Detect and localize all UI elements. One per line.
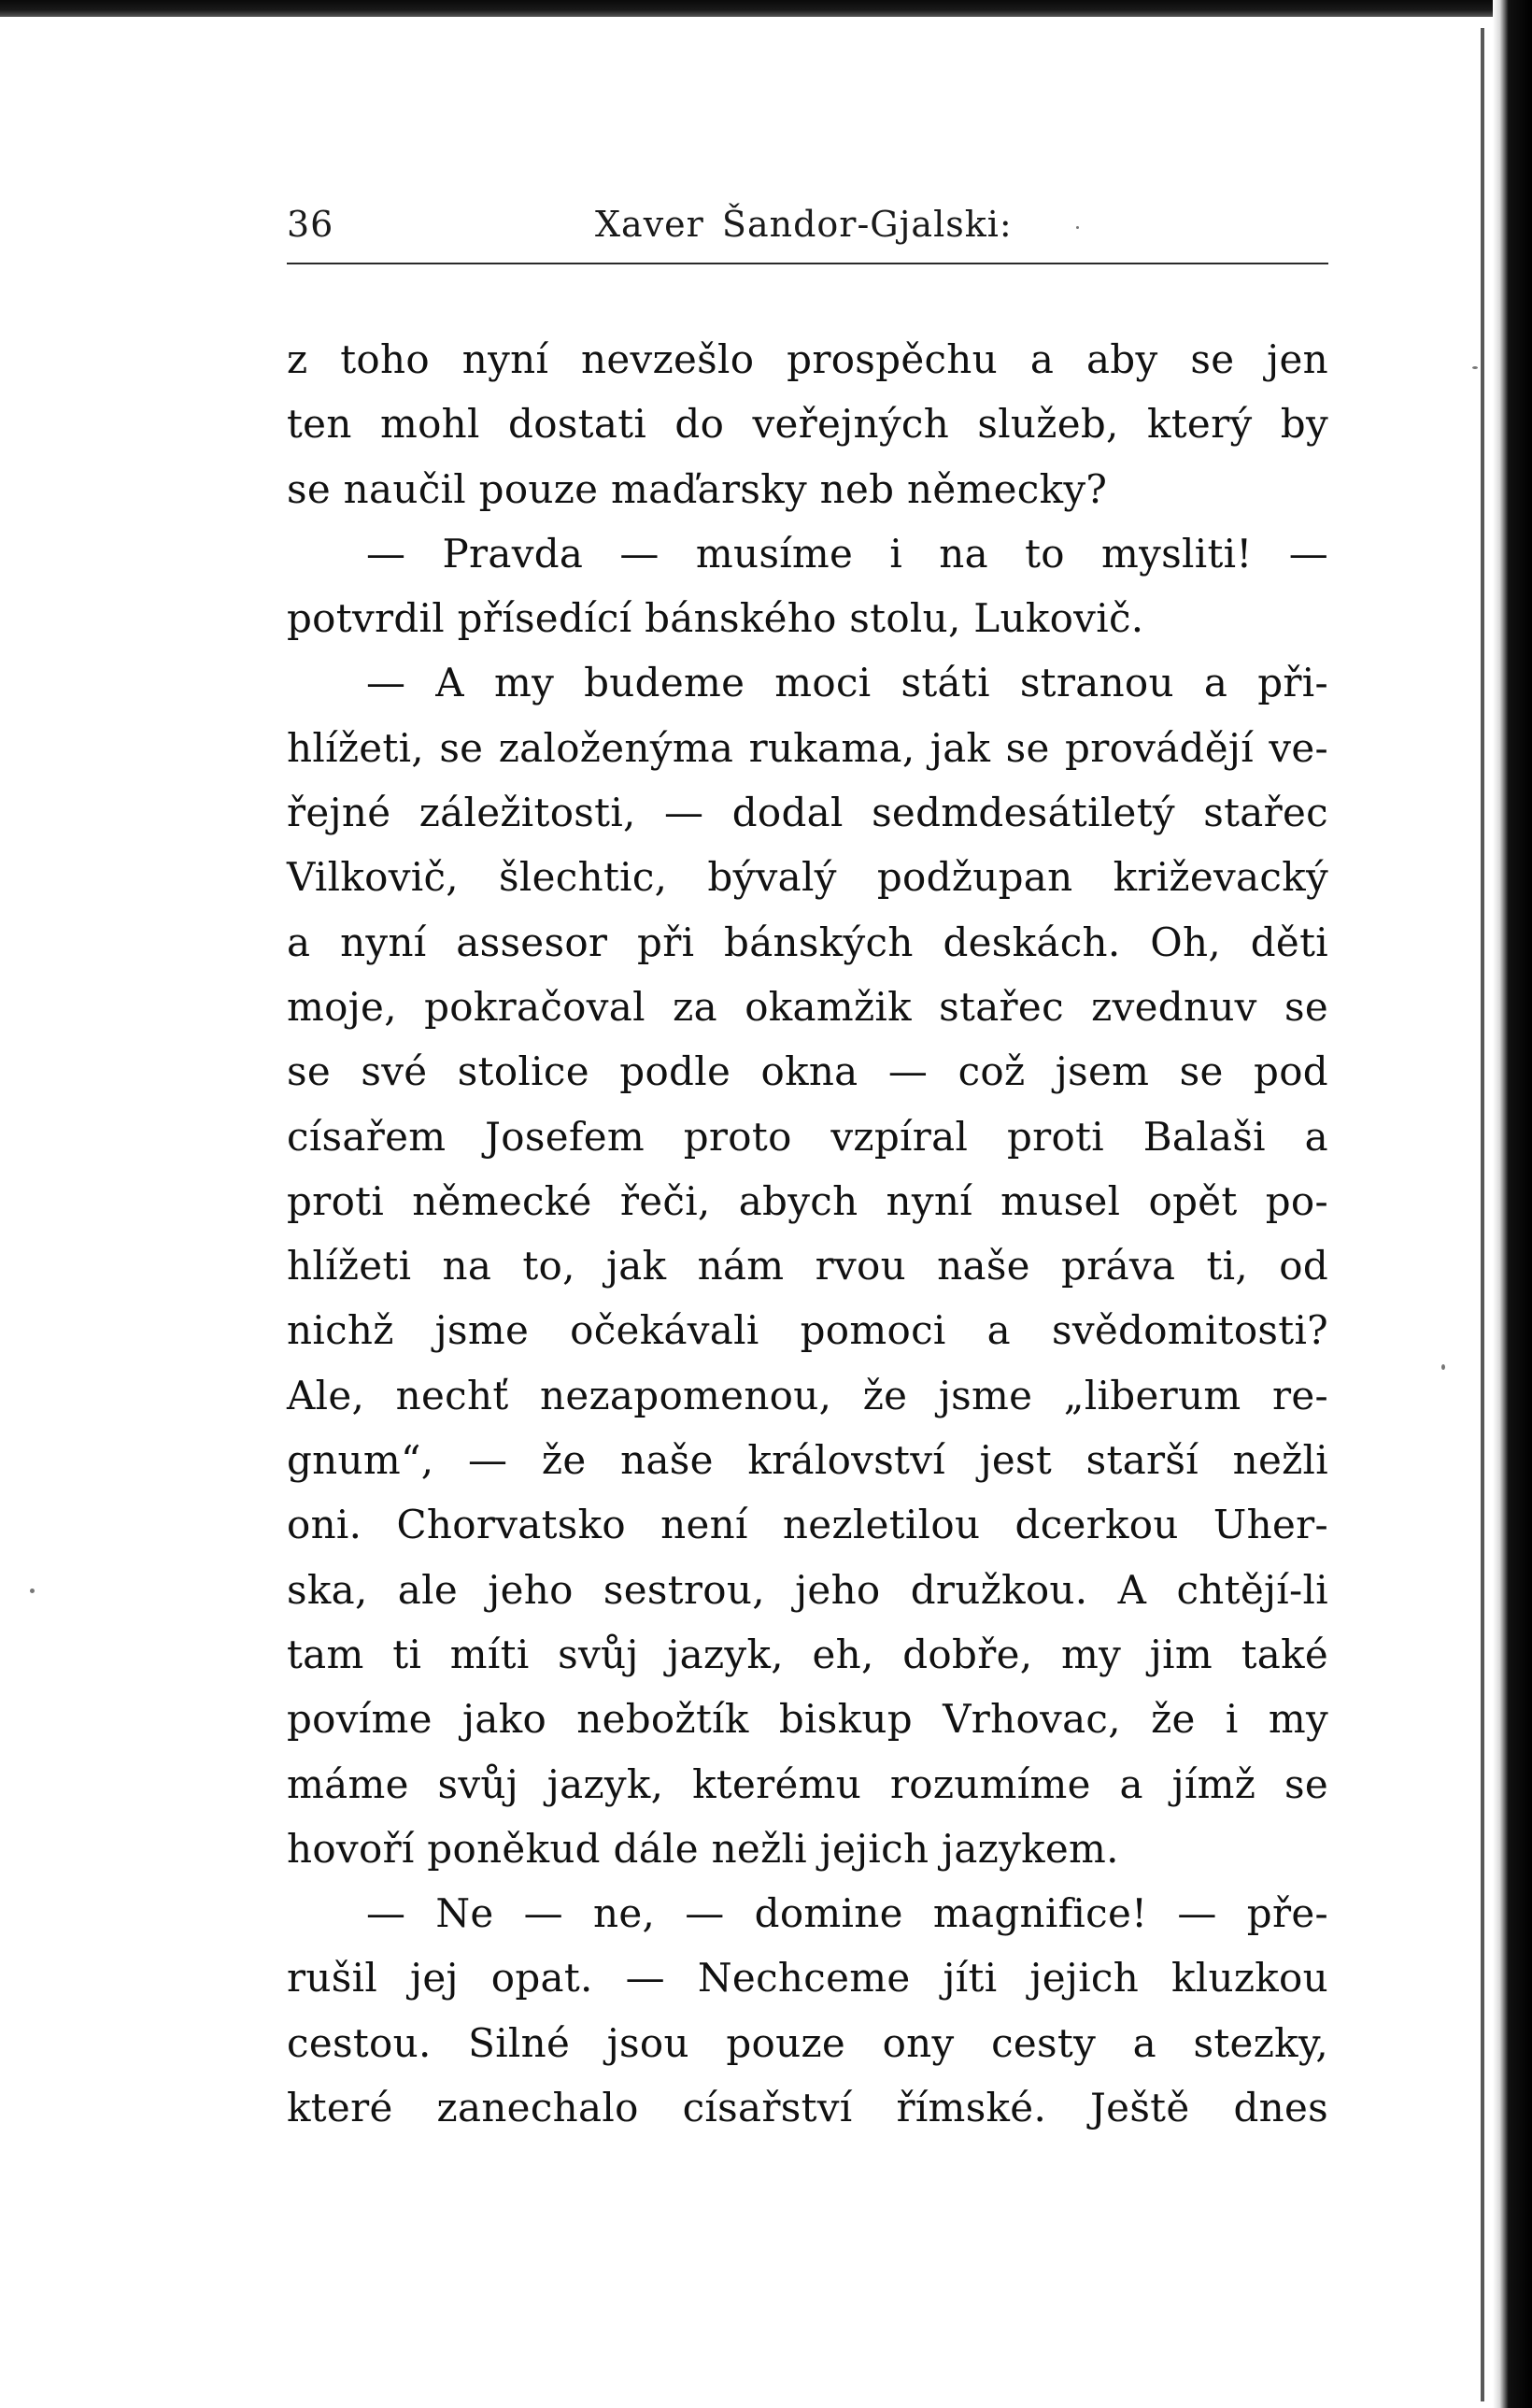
scan-shadow-line <box>1481 28 1484 2401</box>
text-line: které zanechalo císařství římské. Ještě dnes <box>287 2085 1328 2131</box>
text-line: hlížeti, se založenýma rukama, jak se provádějí ve- <box>287 724 1328 771</box>
text-line: rušil jej opat. — Nechceme jíti jejich kluzkou <box>287 1955 1328 2002</box>
text-line: řejné záležitosti, — dodal sedmdesátiletý stařec <box>287 790 1328 836</box>
text-line: hlížeti na to, jak nám rvou naše práva ti, od <box>287 1243 1328 1289</box>
text-line: — A my budeme moci státi stranou a při- <box>366 660 1328 706</box>
text-line: ska, ale jeho sestrou, jeho družkou. A chtějí-li <box>287 1566 1328 1613</box>
text-line: — Pravda — musíme i na to mysliti! — <box>366 530 1328 577</box>
text-line: a nyní assesor při bánských deskách. Oh, děti <box>287 919 1328 965</box>
text-line: potvrdil přísedící bánského stolu, Lukovič. <box>287 595 1144 642</box>
text-line: císařem Josefem proto vzpíral proti Balaši a <box>287 1113 1328 1160</box>
text-line: se naučil pouze maďarsky neb německy? <box>287 465 1108 512</box>
scan-speck <box>1441 1364 1445 1370</box>
page-number: 36 <box>287 204 334 245</box>
scan-top-edge <box>0 0 1532 17</box>
text-line: se své stolice podle okna — což jsem se pod <box>287 1048 1328 1095</box>
running-head <box>287 204 1328 250</box>
text-line: tam ti míti svůj jazyk, eh, dobře, my jim také <box>287 1631 1328 1677</box>
text-line: moje, pokračoval za okamžik stařec zvednuv se <box>287 983 1328 1030</box>
text-line: oni. Chorvatsko není nezletilou dcerkou Uher- <box>287 1502 1328 1548</box>
text-line: povíme jako nebožtík biskup Vrhovac, že i my <box>287 1696 1328 1743</box>
text-line: — Ne — ne, — domine magnifice! — pře- <box>366 1890 1328 1937</box>
text-line: hovoří poněkud dále nežli jejich jazykem. <box>287 1825 1119 1872</box>
text-line: nichž jsme očekávali pomoci a svědomitosti? <box>287 1307 1328 1354</box>
text-line: gnum“, — že naše království jest starší nežli <box>287 1437 1328 1484</box>
scan-speck <box>1472 366 1478 369</box>
text-line: proti německé řeči, abych nyní musel opět po- <box>287 1177 1328 1224</box>
text-line: cestou. Silné jsou pouze ony cesty a stezky, <box>287 2019 1328 2066</box>
text-line: Ale, nechť nezapomenou, že jsme „liberum re- <box>287 1372 1328 1418</box>
text-line: z toho nyní nevzešlo prospěchu a aby se jen <box>287 336 1328 382</box>
text-line: Vilkovič, šlechtic, bývalý podžupan križevacký <box>287 854 1328 901</box>
running-title: Xaver Šandor-Gjalski: <box>595 204 1013 245</box>
scan-speck <box>30 1589 35 1593</box>
scan-speck <box>1076 226 1079 229</box>
body-text <box>287 327 1328 2140</box>
text-line: ten mohl dostati do veřejných služeb, který by <box>287 401 1328 448</box>
header-rule <box>287 263 1328 264</box>
text-line: máme svůj jazyk, kterému rozumíme a jímž se <box>287 1760 1328 1807</box>
scan-right-edge <box>1493 0 1532 2408</box>
